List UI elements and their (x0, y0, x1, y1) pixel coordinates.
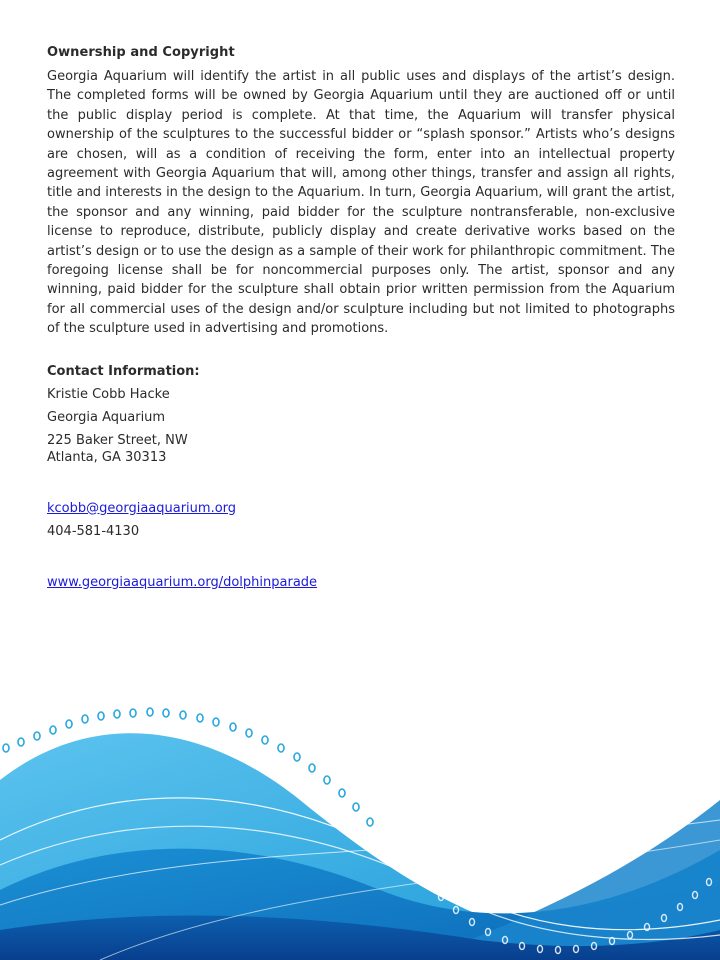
spacer (47, 546, 675, 574)
contact-organization: Georgia Aquarium (47, 409, 166, 425)
ownership-heading: Ownership and Copyright (47, 45, 235, 60)
contact-city: Atlanta, GA 30313 (47, 449, 167, 465)
contact-name: Kristie Cobb Hacke (47, 386, 170, 402)
document-body (47, 44, 675, 597)
contact-phone: 404-581-4130 (47, 523, 140, 539)
spacer (47, 472, 675, 500)
website-link[interactable]: www.georgiaaquarium.org/dolphinparade (47, 574, 318, 590)
contact-heading: Contact Information: (47, 363, 200, 379)
email-link[interactable]: kcobb@georgiaaquarium.org (47, 500, 237, 516)
ownership-paragraph: Georgia Aquarium will identify the artist in all public uses and displays of the artist’s design. The completed forms will be owned by Georgia Aquarium until they are auctioned off or until the public display period is complete. At that time, the Aquarium will transfer physical ownership of the sculptures to the successful bidder or “splash sponsor.” Artists who’s designs are chosen, will as a condition of receiving the form, enter into an intellectual property agreement with Georgia Aquarium that will, among other things, transfer and assign all rights, title and interests in the design to the Aquarium. In turn, Georgia Aquarium, will grant the artist, the sponsor and any winning, paid bidder for the sculpture nontransferable, non-exclusive license to reproduce, distribute, publicly display and create derivative works based on the artist’s design or to use the design as a sample of their work for philanthropic commitment. The foregoing license shall be for noncommercial purposes only. The artist, sponsor and any winning, paid bidder for the sculpture shall obtain prior written permission from the Aquarium for all commercial uses of the design and/or sculpture including but not limited to photographs of the sculpture used in advertising and promotions. (47, 69, 675, 337)
contact-street: 225 Baker Street, NW (47, 432, 188, 448)
decorative-wave-graphic (0, 690, 720, 960)
